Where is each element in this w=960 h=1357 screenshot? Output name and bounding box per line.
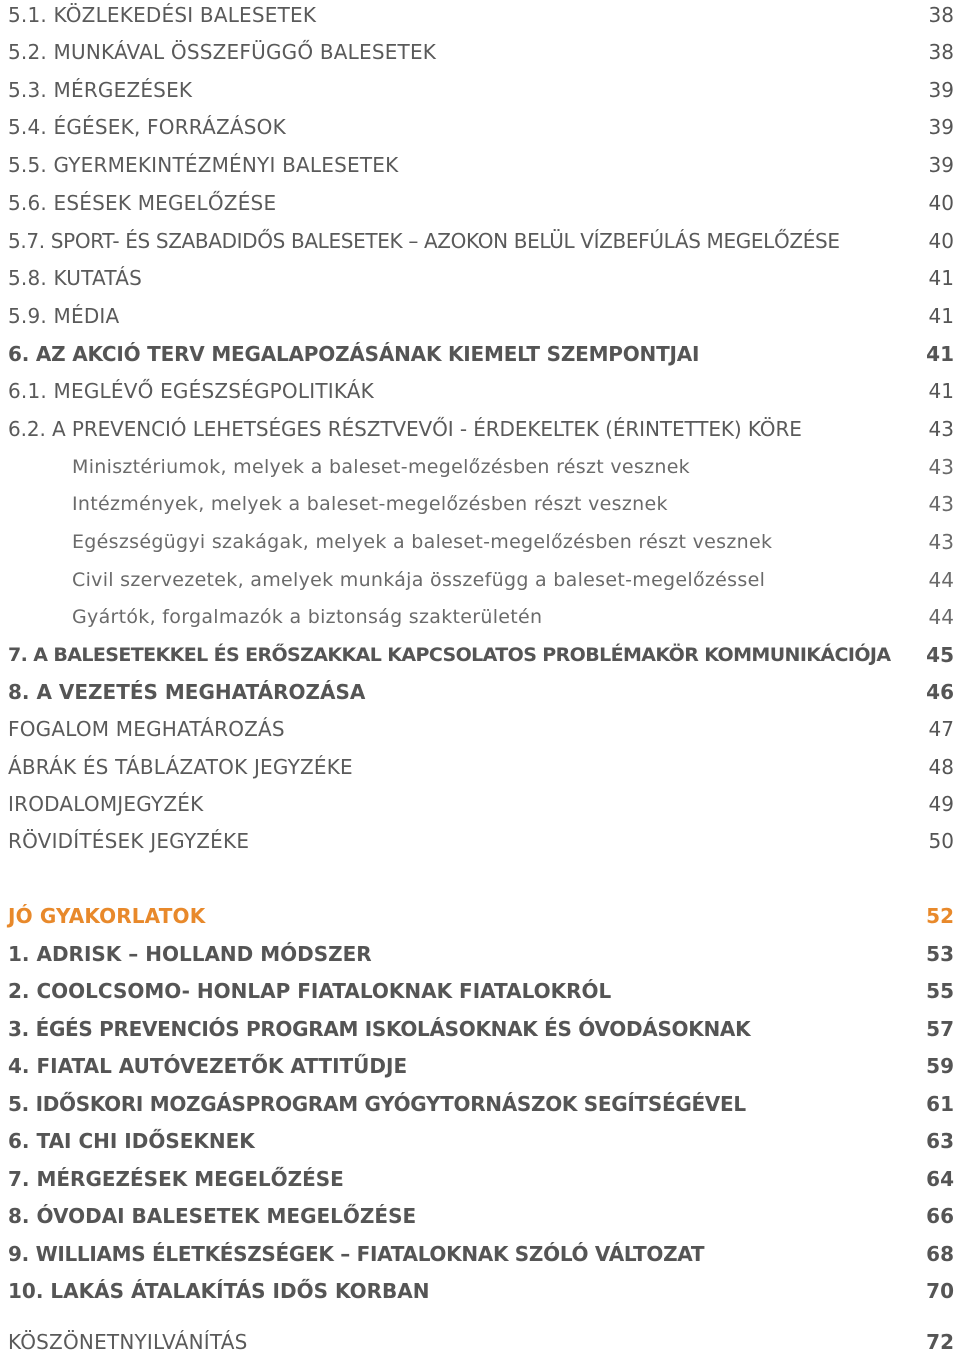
toc-entry-page: 46 [926, 680, 954, 704]
toc-entry-label: FOGALOM MEGHATÁROZÁS [8, 717, 285, 741]
toc-entry[interactable] [0, 976, 960, 1006]
toc-entry[interactable] [0, 226, 960, 256]
toc-entry[interactable] [0, 565, 960, 595]
toc-entry[interactable] [0, 376, 960, 406]
toc-entry-page: 50 [928, 829, 954, 853]
toc-entry[interactable] [0, 75, 960, 105]
toc-entry[interactable] [0, 1089, 960, 1119]
toc-entry-label: 5.5. GYERMEKINTÉZMÉNYI BALESETEK [8, 153, 399, 177]
toc-entry[interactable] [0, 489, 960, 519]
toc-entry-page: 44 [928, 605, 954, 629]
toc-entry[interactable] [0, 752, 960, 782]
toc-entry[interactable] [0, 339, 960, 369]
toc-entry-page: 48 [928, 755, 954, 779]
toc-entry-page: 38 [928, 40, 954, 64]
toc-entry-label: 6. AZ AKCIÓ TERV MEGALAPOZÁSÁNAK KIEMELT SZEMPONTJAI [8, 342, 700, 366]
toc-entry[interactable] [0, 939, 960, 969]
toc-entry-page: 55 [926, 979, 954, 1003]
toc-entry-label: ÁBRÁK ÉS TÁBLÁZATOK JEGYZÉKE [8, 755, 353, 779]
toc-entry-label: 8. A VEZETÉS MEGHATÁROZÁSA [8, 680, 366, 704]
toc-entry[interactable] [0, 1201, 960, 1231]
toc-entry-page: 43 [928, 417, 954, 441]
toc-entry-page: 47 [928, 717, 954, 741]
toc-entry-page: 44 [928, 568, 954, 592]
toc-entry-page: 45 [926, 643, 954, 667]
toc-entry[interactable] [0, 1276, 960, 1306]
toc-entry-page: 41 [928, 266, 954, 290]
toc-entry-page: 72 [926, 1330, 954, 1354]
toc-entry-page: 61 [926, 1092, 954, 1116]
toc-entry-page: 38 [928, 3, 954, 27]
toc-entry[interactable] [0, 1239, 960, 1269]
toc-entry[interactable] [0, 1014, 960, 1044]
toc-entry-label: 5.2. MUNKÁVAL ÖSSZEFÜGGŐ BALESETEK [8, 40, 437, 64]
toc-entry[interactable] [0, 789, 960, 819]
toc-entry-label: JÓ GYAKORLATOK [8, 904, 206, 928]
toc-entry-label: 9. WILLIAMS ÉLETKÉSZSÉGEK – FIATALOKNAK SZÓLÓ VÁLTOZAT [8, 1242, 705, 1266]
toc-entry-label: 7. MÉRGEZÉSEK MEGELŐZÉSE [8, 1167, 344, 1191]
toc-entry-label: 6.1. MEGLÉVŐ EGÉSZSÉGPOLITIKÁK [8, 379, 374, 403]
toc-entry[interactable] [0, 527, 960, 557]
toc-entry-label: Minisztériumok, melyek a baleset-megelőzésben részt vesznek [72, 456, 690, 478]
toc-entry-label: RÖVIDÍTÉSEK JEGYZÉKE [8, 829, 250, 853]
toc-entry-label: 3. ÉGÉS PREVENCIÓS PROGRAM ISKOLÁSOKNAK ÉS ÓVODÁSOKNAK [8, 1017, 751, 1041]
toc-entry[interactable] [0, 263, 960, 293]
toc-entry-page: 70 [926, 1279, 954, 1303]
toc-entry[interactable] [0, 414, 960, 444]
toc-entry-page: 41 [928, 379, 954, 403]
toc-entry-label: 8. ÓVODAI BALESETEK MEGELŐZÉSE [8, 1204, 417, 1228]
toc-entry-label: Gyártók, forgalmazók a biztonság szakterületén [72, 606, 543, 628]
toc-entry-page: 41 [926, 342, 954, 366]
toc-entry-label: 7. A BALESETEKKEL ÉS ERŐSZAKKAL KAPCSOLATOS PROBLÉMAKÖR KOMMUNIKÁCIÓJA [8, 644, 891, 666]
toc-entry[interactable] [0, 640, 960, 670]
toc-entry-page: 43 [928, 455, 954, 479]
toc-entry-label: 5.6. ESÉSEK MEGELŐZÉSE [8, 191, 277, 215]
toc-entry[interactable] [0, 714, 960, 744]
toc-entry-page: 57 [926, 1017, 954, 1041]
toc-entry-label: 10. LAKÁS ÁTALAKÍTÁS IDŐS KORBAN [8, 1279, 430, 1303]
toc-entry-label: Civil szervezetek, amelyek munkája összefügg a baleset-megelőzéssel [72, 569, 766, 591]
toc-entry[interactable] [0, 1126, 960, 1156]
toc-entry-label: 5.3. MÉRGEZÉSEK [8, 78, 193, 102]
toc-entry-page: 68 [926, 1242, 954, 1266]
toc-entry-page: 63 [926, 1129, 954, 1153]
toc-entry-label: 5.9. MÉDIA [8, 304, 120, 328]
toc-entry-label: 6. TAI CHI IDŐSEKNEK [8, 1129, 255, 1153]
toc-entry-label: Intézmények, melyek a baleset-megelőzésben részt vesznek [72, 493, 668, 515]
toc-entry-page: 52 [926, 904, 954, 928]
toc-entry-label: 5.1. KÖZLEKEDÉSI BALESETEK [8, 3, 317, 27]
toc-entry[interactable] [0, 188, 960, 218]
toc-entry[interactable] [0, 1164, 960, 1194]
toc-entry[interactable] [0, 452, 960, 482]
toc-entry-label: 1. ADRISK – HOLLAND MÓDSZER [8, 942, 372, 966]
toc-entry-page: 39 [928, 78, 954, 102]
toc-entry-page: 49 [928, 792, 954, 816]
toc-entry-page: 39 [928, 115, 954, 139]
toc-entry[interactable] [0, 602, 960, 632]
toc-entry-label: 5.7. SPORT- ÉS SZABADIDŐS BALESETEK – AZOKON BELÜL VÍZBEFÚLÁS MEGELŐZÉSE [8, 229, 840, 253]
toc-entry-page: 43 [928, 530, 954, 554]
toc-entry-page: 40 [928, 229, 954, 253]
toc-entry-page: 64 [926, 1167, 954, 1191]
toc-entry-label: 6.2. A PREVENCIÓ LEHETSÉGES RÉSZTVEVŐI - ÉRDEKELTEK (ÉRINTETTEK) KÖRE [8, 417, 802, 441]
toc-entry-label: 4. FIATAL AUTÓVEZETŐK ATTITŰDJE [8, 1054, 408, 1078]
toc-entry-page: 41 [928, 304, 954, 328]
toc-entry[interactable] [0, 1051, 960, 1081]
toc-entry[interactable] [0, 112, 960, 142]
toc-entry[interactable] [0, 677, 960, 707]
toc-entry-label: KÖSZÖNETNYILVÁNÍTÁS [8, 1330, 248, 1354]
toc-section-heading[interactable] [0, 901, 960, 931]
toc-entry-label: 5.4. ÉGÉSEK, FORRÁZÁSOK [8, 115, 286, 139]
toc-entry-page: 39 [928, 153, 954, 177]
toc-entry-page: 59 [926, 1054, 954, 1078]
toc-entry-page: 40 [928, 191, 954, 215]
toc-entry-page: 43 [928, 492, 954, 516]
toc-entry-label: IRODALOMJEGYZÉK [8, 792, 204, 816]
toc-entry[interactable] [0, 150, 960, 180]
toc-entry[interactable] [0, 826, 960, 856]
toc-entry-label: 5. IDŐSKORI MOZGÁSPROGRAM GYÓGYTORNÁSZOK SEGÍTSÉGÉVEL [8, 1092, 746, 1116]
toc-entry[interactable] [0, 301, 960, 331]
toc-entry[interactable] [0, 37, 960, 67]
toc-entry-page: 53 [926, 942, 954, 966]
toc-entry[interactable] [0, 0, 960, 30]
toc-entry-label: Egészségügyi szakágak, melyek a baleset-megelőzésben részt vesznek [72, 531, 773, 553]
toc-entry-label: 5.8. KUTATÁS [8, 266, 142, 290]
toc-entry-page: 66 [926, 1204, 954, 1228]
toc-entry-label: 2. COOLCSOMO- HONLAP FIATALOKNAK FIATALOKRÓL [8, 979, 612, 1003]
